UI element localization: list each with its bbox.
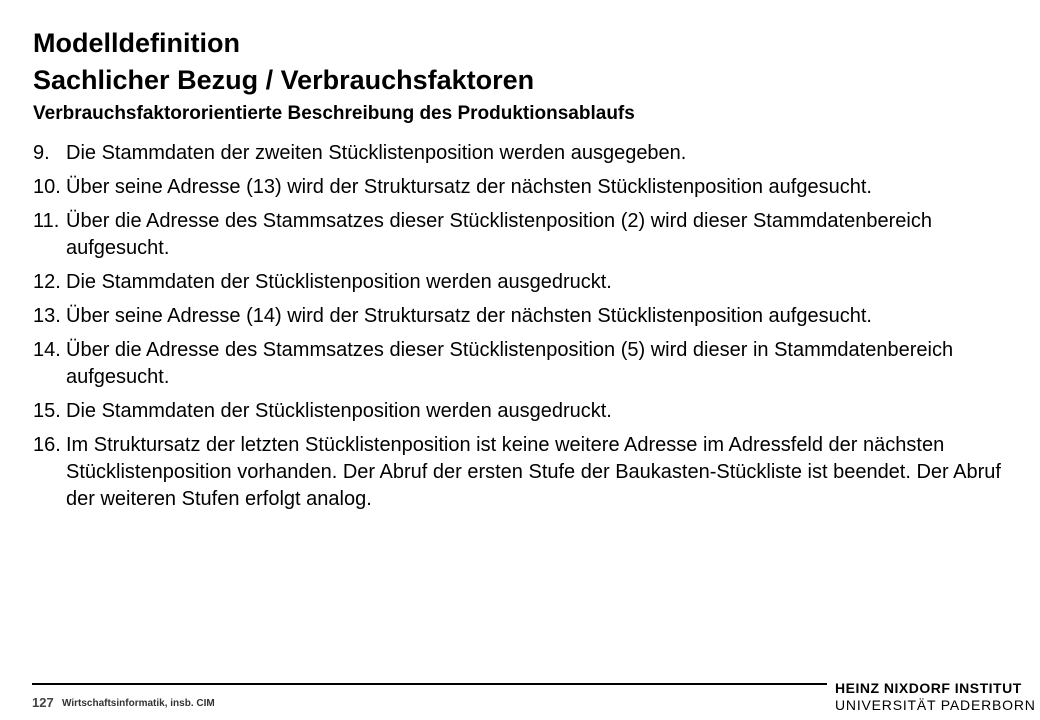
list-item-text: Im Struktursatz der letzten Stücklistenposition ist keine weitere Adresse im Adressfeld der nächsten Stücklistenposition vorhanden. Der Abruf der ersten Stufe der Baukasten-Stückliste ist beendet. Der Abruf der weiteren Stufen erfolgt analog.	[66, 434, 1001, 510]
list-item	[33, 269, 1008, 296]
section-heading: Verbrauchsfaktororientierte Beschreibung des Produktionsablaufs	[33, 103, 635, 124]
list-item-text: Die Stammdaten der Stücklistenposition werden ausgedruckt.	[66, 400, 612, 422]
list-item-number: 15.	[33, 400, 61, 422]
list-item-number: 10.	[33, 176, 61, 198]
list-item	[33, 303, 1008, 330]
numbered-list	[33, 140, 1008, 520]
list-item-text: Über die Adresse des Stammsatzes dieser Stücklistenposition (5) wird dieser in Stammdatenbereich aufgesucht.	[66, 339, 954, 388]
list-item	[33, 208, 1008, 262]
list-item-text: Über seine Adresse (14) wird der Struktursatz der nächsten Stücklistenposition aufgesucht.	[66, 305, 872, 327]
list-item	[33, 337, 1008, 391]
institute-logo	[835, 680, 1036, 714]
list-item	[33, 174, 1008, 201]
page-number: 127	[32, 695, 54, 710]
list-item-number: 9.	[33, 142, 50, 164]
list-item-text: Die Stammdaten der Stücklistenposition werden ausgedruckt.	[66, 271, 612, 293]
footer-label: Wirtschaftsinformatik, insb. CIM	[62, 698, 215, 709]
list-item-number: 14.	[33, 339, 61, 361]
logo-line-university: UNIVERSITÄT PADERBORN	[835, 697, 1036, 713]
page-subtitle: Sachlicher Bezug / Verbrauchsfaktoren	[33, 65, 535, 95]
list-item-number: 16.	[33, 434, 61, 456]
list-item	[33, 432, 1008, 513]
list-item	[33, 398, 1008, 425]
list-item-number: 11.	[33, 210, 60, 232]
list-item-text: Über die Adresse des Stammsatzes dieser Stücklistenposition (2) wird dieser Stammdatenbereich aufgesucht.	[66, 210, 932, 259]
list-item-number: 12.	[33, 271, 61, 293]
list-item-text: Über seine Adresse (13) wird der Struktursatz der nächsten Stücklistenposition aufgesucht.	[66, 176, 872, 198]
list-item	[33, 140, 1008, 167]
logo-line-institute: HEINZ NIXDORF INSTITUT	[835, 680, 1022, 696]
list-item-number: 13.	[33, 305, 61, 327]
page-title: Modelldefinition	[33, 28, 240, 58]
footer-divider	[32, 683, 827, 685]
list-item-text: Die Stammdaten der zweiten Stücklistenposition werden ausgegeben.	[66, 142, 687, 164]
